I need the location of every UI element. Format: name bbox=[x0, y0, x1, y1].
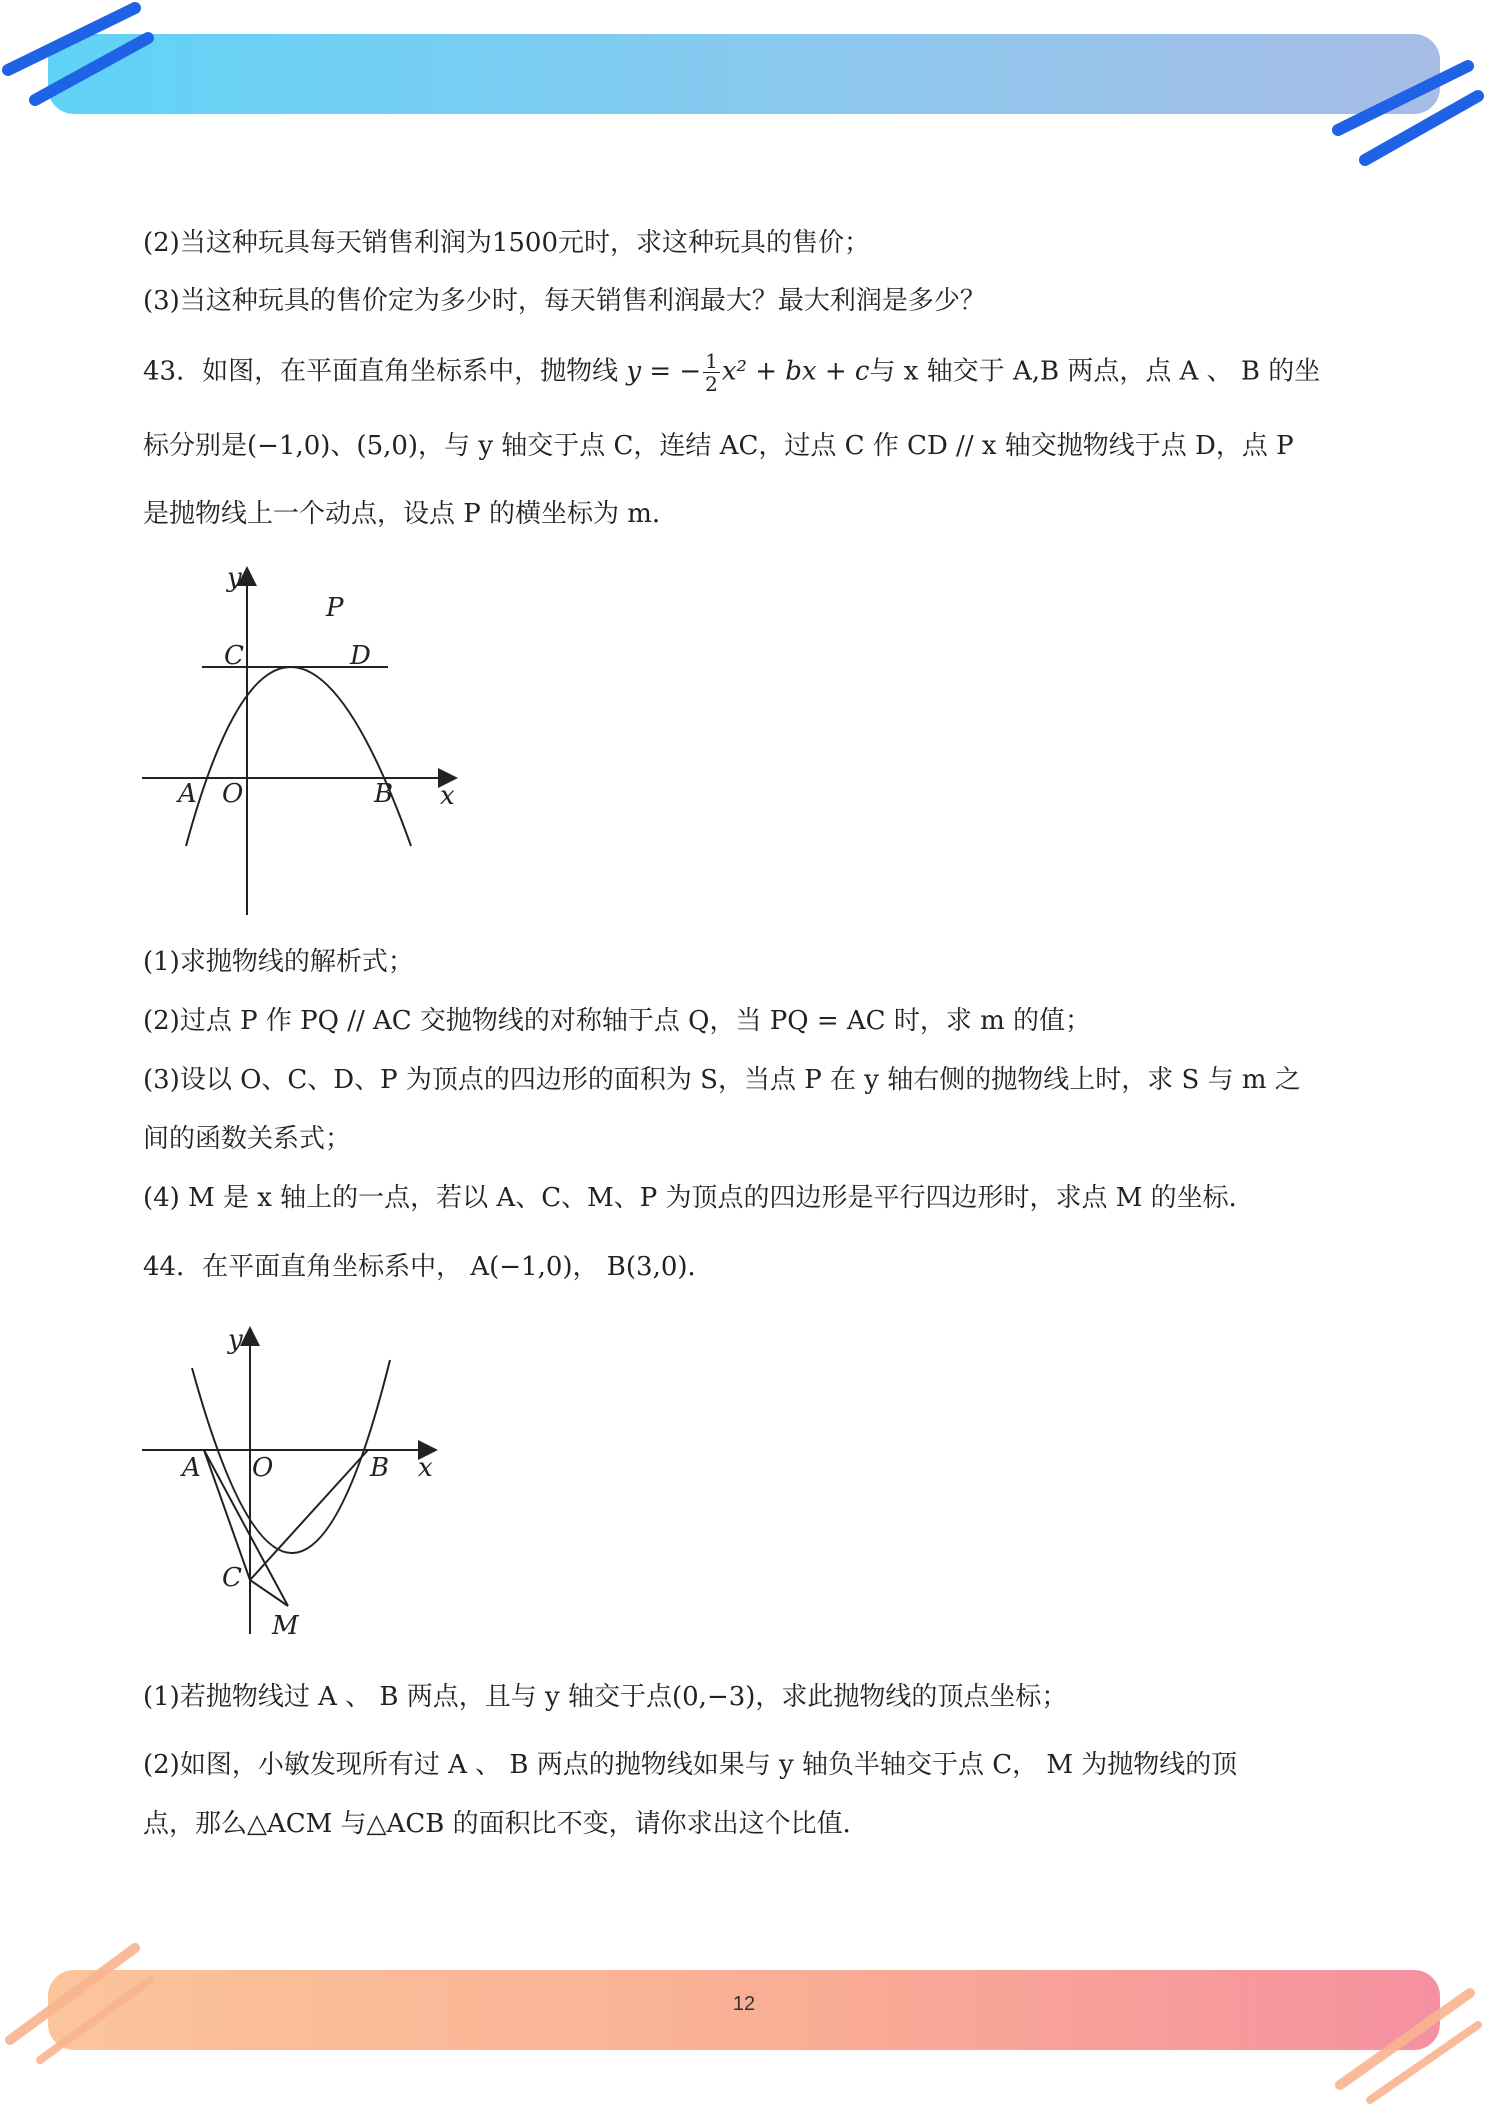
label-d: D bbox=[350, 641, 371, 671]
label-a: A bbox=[178, 779, 197, 809]
label-c: C bbox=[224, 641, 244, 671]
parabola bbox=[192, 1360, 390, 1553]
q43-intro-line3: 是抛物线上一个动点，设点 P 的横坐标为 m． bbox=[143, 499, 678, 529]
q43-part4: (4) M 是 x 轴上的一点，若以 A、C、M、P 为顶点的四边形是平行四边形时，求点 M 的坐标． bbox=[143, 1183, 1255, 1213]
q43-intro-line2: 标分别是(−1,0)、(5,0)，与 y 轴交于点 C，连结 AC，过点 C 作 CD // x 轴交抛物线于点 D，点 P bbox=[143, 431, 1294, 461]
label-y: y bbox=[227, 563, 242, 593]
q44-intro: 44．在平面直角坐标系中， A(−1,0)， B(3,0)． bbox=[143, 1252, 714, 1282]
label-c: C bbox=[222, 1563, 242, 1593]
q44-part2-line2: 点，那么△ACM 与△ACB 的面积比不变，请你求出这个比值． bbox=[143, 1809, 869, 1839]
q44-part2-line1: (2)如图，小敏发现所有过 A 、 B 两点的抛物线如果与 y 轴负半轴交于点 C， M 为抛物线的顶 bbox=[143, 1750, 1238, 1780]
label-y: y bbox=[228, 1325, 243, 1355]
segment-am bbox=[204, 1450, 288, 1606]
page-number: 12 bbox=[732, 1993, 756, 2015]
label-b: B bbox=[374, 779, 394, 809]
label-b: B bbox=[370, 1453, 390, 1483]
q42-part3: (3)当这种玩具的售价定为多少时，每天销售利润最大？最大利润是多少？ bbox=[143, 286, 986, 316]
fraction: $\frac{1}{2}$ bbox=[705, 349, 718, 396]
label-a: A bbox=[182, 1453, 201, 1483]
label-o: O bbox=[252, 1453, 274, 1483]
q43-part3-line2: 间的函数关系式； bbox=[143, 1124, 352, 1154]
equation-y: y = − bbox=[626, 356, 702, 387]
label-x: x bbox=[418, 1453, 433, 1483]
q44-figure bbox=[130, 1318, 460, 1638]
label-o: O bbox=[222, 779, 244, 809]
segment-cm bbox=[250, 1580, 288, 1606]
label-p: P bbox=[326, 593, 344, 623]
label-m: M bbox=[272, 1611, 299, 1638]
q43-part3-line1: (3)设以 O、C、D、P 为顶点的四边形的面积为 S，当点 P 在 y 轴右侧的抛物线上时，求 S 与 m 之 bbox=[143, 1065, 1301, 1095]
segment-ac bbox=[204, 1450, 250, 1580]
q43-figure bbox=[130, 560, 470, 920]
q42-part2: (2)当这种玩具每天销售利润为1500元时，求这种玩具的售价； bbox=[143, 228, 870, 258]
q43-intro-line1: 43．如图，在平面直角坐标系中，抛物线 y = − $\frac{1}{2}$ x² + bx + c与 x 轴交于 A,B 两点，点 A 、 B 的坐 bbox=[143, 349, 1321, 396]
parabola bbox=[186, 667, 411, 846]
q44-part1: (1)若抛物线过 A 、 B 两点，且与 y 轴交于点(0,−3)，求此抛物线的顶点坐标； bbox=[143, 1682, 1068, 1712]
equation-rest: x² + bx + c bbox=[721, 356, 870, 387]
label-x: x bbox=[440, 781, 455, 811]
q43-part1: (1)求抛物线的解析式； bbox=[143, 947, 414, 977]
q43-part2: (2)过点 P 作 PQ // AC 交抛物线的对称轴于点 Q，当 PQ = AC 时，求 m 的值； bbox=[143, 1006, 1091, 1036]
